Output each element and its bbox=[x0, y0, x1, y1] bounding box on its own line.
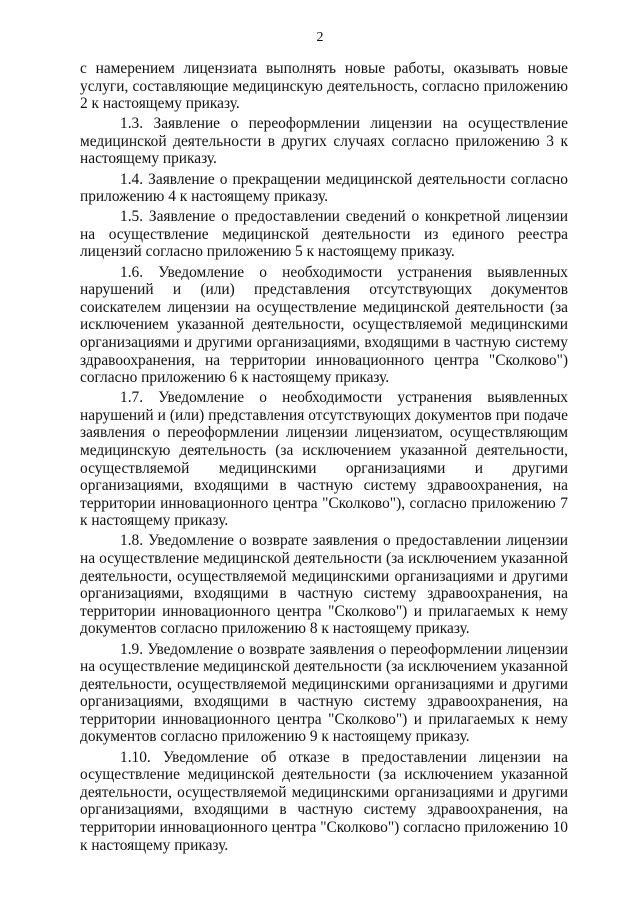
paragraph-1-7: 1.7. Уведомление о необходимости устранения выявленных нарушений и (или) представления отсутствующих документов при подаче заявления о переоформлении лицензии лицензиатом, осуществляющим медицинскую деятельность (за исключением указанной деятельности, осуществляемой медицинскими организациями и другими организациями, входящими в частную систему здравоохранения, на территории инновационного центра "Сколково"), согласно приложению 7 к настоящему приказу. bbox=[80, 389, 568, 530]
paragraph-continuation: с намерением лицензиата выполнять новые работы, оказывать новые услуги, составляющие медицинскую деятельность, согласно приложению 2 к настоящему приказу. bbox=[80, 60, 568, 113]
paragraph-1-4: 1.4. Заявление о прекращении медицинской деятельности согласно приложению 4 к настоящему приказу. bbox=[80, 170, 568, 206]
paragraph-1-3: 1.3. Заявление о переоформлении лицензии на осуществление медицинской деятельности в других случаях согласно приложению 3 к настоящему приказу. bbox=[80, 115, 568, 168]
paragraph-1-10: 1.10. Уведомление об отказе в предоставлении лицензии на осуществление медицинской деятельности (за исключением указанной деятельности, осуществляемой медицинскими организациями и другими организациями, входящими в частную систему здравоохранения, на территории инновационного центра "Сколково") согласно приложению 10 к настоящему приказу. bbox=[80, 748, 568, 854]
document-body bbox=[80, 60, 568, 857]
paragraph-1-9: 1.9. Уведомление о возврате заявления о переоформлении лицензии на осуществление медицинской деятельности (за исключением указанной деятельности, осуществляемой медицинскими организациями и другими организациями, входящими в частную систему здравоохранения, на территории инновационного центра "Сколково") и прилагаемых к нему документов согласно приложению 9 к настоящему приказу. bbox=[80, 640, 568, 746]
paragraph-1-6: 1.6. Уведомление о необходимости устранения выявленных нарушений и (или) представления отсутствующих документов соискателем лицензии на осуществление медицинской деятельности (за исключением указанной деятельности, осуществляемой медицинскими организациями и другими организациями, входящими в частную систему здравоохранения, на территории инновационного центра "Сколково") согласно приложению 6 к настоящему приказу. bbox=[80, 263, 568, 387]
paragraph-1-5: 1.5. Заявление о предоставлении сведений о конкретной лицензии на осуществление медицинской деятельности из единого реестра лицензий согласно приложению 5 к настоящему приказу. bbox=[80, 208, 568, 261]
paragraph-1-8: 1.8. Уведомление о возврате заявления о предоставлении лицензии на осуществление медицинской деятельности (за исключением указанной деятельности, осуществляемой медицинскими организациями и другими организациями, входящими в частную систему здравоохранения, на территории инновационного центра "Сколково") и прилагаемых к нему документов согласно приложению 8 к настоящему приказу. bbox=[80, 532, 568, 638]
page-number: 2 bbox=[316, 30, 324, 45]
